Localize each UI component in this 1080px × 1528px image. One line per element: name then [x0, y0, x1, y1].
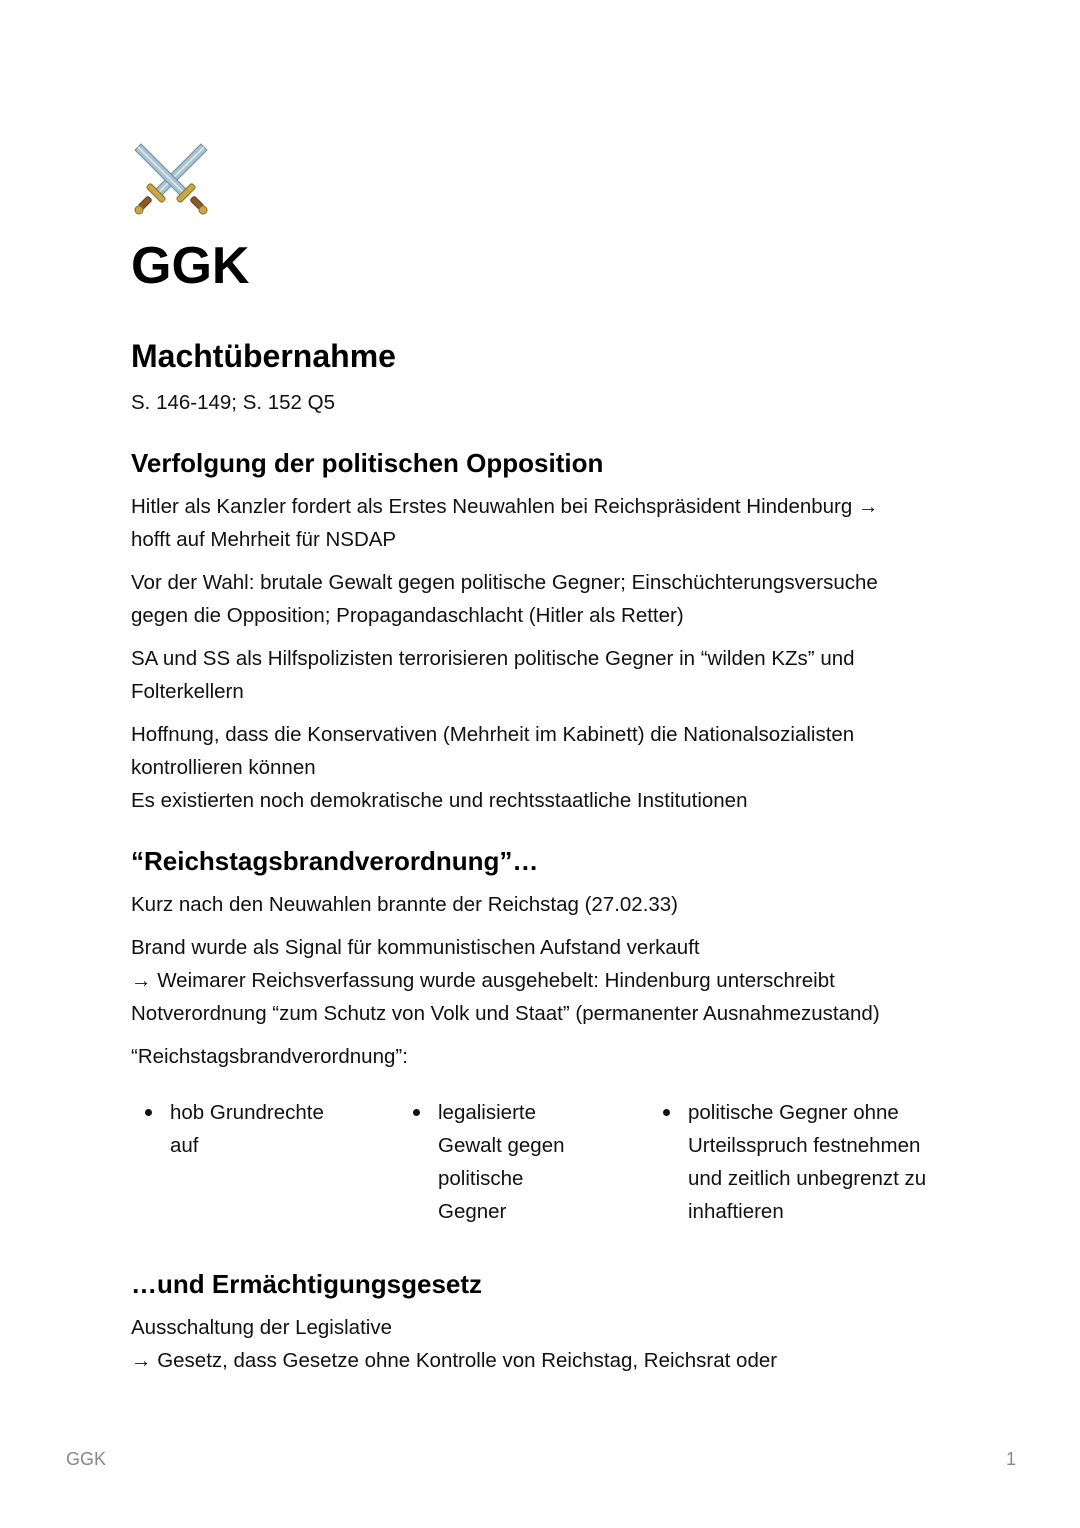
list-item-line: und zeitlich unbegrenzt zu: [688, 1167, 927, 1190]
paragraph-line: “Reichstagsbrandverordnung”:: [131, 1045, 408, 1068]
footer-page-number: 1: [1005, 1449, 1016, 1469]
section-heading-opposition: Verfolgung der politischen Opposition: [131, 448, 604, 478]
paragraph-line: Kurz nach den Neuwahlen brannte der Reichstag (27.02.33): [131, 893, 679, 916]
section-heading-reichstagsbrand: “Reichstagsbrandverordnung”…: [131, 846, 539, 876]
crossed-swords-icon: [131, 140, 211, 220]
footer-doc-title: GGK: [66, 1449, 107, 1469]
paragraph-line: gegen die Opposition; Propagandaschlacht (Hitler als Retter): [131, 604, 684, 627]
paragraph-hoffnung: [131, 718, 961, 817]
paragraph-vor-der-wahl: [131, 566, 961, 632]
paragraph-sa-ss: [131, 642, 961, 708]
section-heading-ermaechtigungsgesetz: …und Ermächtigungsgesetz: [131, 1269, 483, 1299]
paragraph-line: Es existierten noch demokratische und rechtsstaatliche Institutionen: [131, 789, 748, 812]
paragraph-line: → Gesetz, dass Gesetze ohne Kontrolle von Reichstag, Reichsrat oder: [131, 1349, 778, 1372]
pages-reference-text: S. 146-149; S. 152 Q5: [131, 391, 335, 414]
section-ermaechtigungsgesetz: [131, 1267, 961, 1301]
list-item-line: Urteilsspruch festnehmen: [688, 1134, 921, 1157]
list-item-line: politische Gegner ohne: [688, 1101, 899, 1124]
paragraph-line: Vor der Wahl: brutale Gewalt gegen politische Gegner; Einschüchterungsversuche: [131, 571, 878, 594]
paragraph-line: hofft auf Mehrheit für NSDAP: [131, 528, 397, 551]
paragraph-line: Ausschaltung der Legislative: [131, 1316, 392, 1339]
paragraph-line: Hoffnung, dass die Konservativen (Mehrheit im Kabinett) die Nationalsozialisten: [131, 723, 855, 746]
paragraph-neuwahlen: [131, 490, 961, 556]
list-item-line: politische: [438, 1167, 524, 1190]
section-opposition: [131, 446, 961, 480]
list-item-line: inhaftieren: [688, 1200, 784, 1223]
list-item-line: hob Grundrechte: [170, 1101, 324, 1124]
list-item-line: auf: [170, 1134, 199, 1157]
paragraph-line: kontrollieren können: [131, 756, 316, 779]
paragraph-line: Brand wurde als Signal für kommunistischen Aufstand verkauft: [131, 936, 700, 959]
pages-reference: [131, 386, 961, 419]
section-reichstagsbrand: [131, 844, 961, 878]
paragraph-line: Folterkellern: [131, 680, 244, 703]
bullet-columns: [131, 1096, 961, 1236]
paragraph-line: Hitler als Kanzler fordert als Erstes Neuwahlen bei Reichspräsident Hindenburg →: [131, 495, 879, 518]
paragraph-line: → Weimarer Reichsverfassung wurde ausgehebelt: Hindenburg unterschreibt: [131, 969, 835, 992]
list-item-line: Gewalt gegen: [438, 1134, 565, 1157]
paragraph-signal: [131, 931, 961, 1030]
paragraph-line: SA und SS als Hilfspolizisten terrorisieren politische Gegner in “wilden KZs” und: [131, 647, 855, 670]
list-item-line: Gegner: [438, 1200, 507, 1223]
paragraph-verordnung-label: [131, 1040, 961, 1073]
list-item-line: legalisierte: [438, 1101, 536, 1124]
page-title: GGK: [131, 237, 250, 295]
paragraph-line: Notverordnung “zum Schutz von Volk und Staat” (permanenter Ausnahmezustand): [131, 1002, 880, 1025]
paragraph-legislative: [131, 1311, 961, 1377]
paragraph-brand: [131, 888, 961, 921]
section-heading-machtuebernahme: Machtübernahme: [131, 338, 396, 374]
